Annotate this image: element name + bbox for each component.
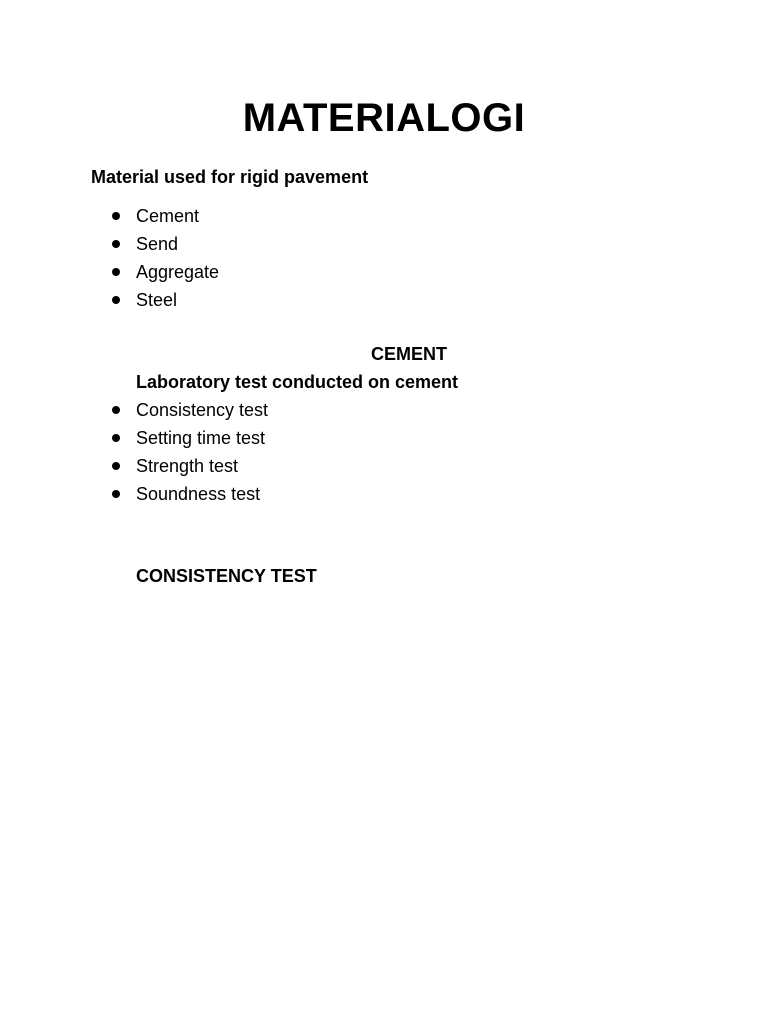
list-item-label: Steel: [136, 290, 178, 310]
tests-list: [110, 396, 268, 508]
materials-list: [110, 202, 219, 314]
bullet-icon: [112, 268, 120, 276]
list-item-label: Setting time test: [136, 428, 266, 448]
list-item: [110, 452, 268, 480]
bullet-icon: [112, 212, 120, 220]
intro-heading: Material used for rigid pavement: [91, 167, 369, 187]
list-item: [110, 424, 268, 452]
list-item: [110, 230, 219, 258]
bullet-icon: [112, 434, 120, 442]
list-item: [110, 286, 219, 314]
bullet-icon: [112, 462, 120, 470]
list-item-label: Soundness test: [136, 484, 261, 504]
list-item: [110, 258, 219, 286]
document-title: MATERIALOGI: [242, 96, 526, 140]
list-item-label: Cement: [136, 206, 200, 226]
list-item: [110, 480, 268, 508]
list-item-label: Send: [136, 234, 179, 254]
bullet-icon: [112, 296, 120, 304]
bullet-icon: [112, 240, 120, 248]
consistency-test-heading: CONSISTENCY TEST: [136, 566, 317, 586]
lab-test-heading: Laboratory test conducted on cement: [136, 372, 459, 392]
list-item-label: Consistency test: [136, 400, 269, 420]
list-item-label: Strength test: [136, 456, 239, 476]
cement-heading: CEMENT: [371, 344, 447, 364]
bullet-icon: [112, 490, 120, 498]
list-item: [110, 202, 219, 230]
bullet-icon: [112, 406, 120, 414]
list-item: [110, 396, 268, 424]
list-item-label: Aggregate: [136, 262, 220, 282]
